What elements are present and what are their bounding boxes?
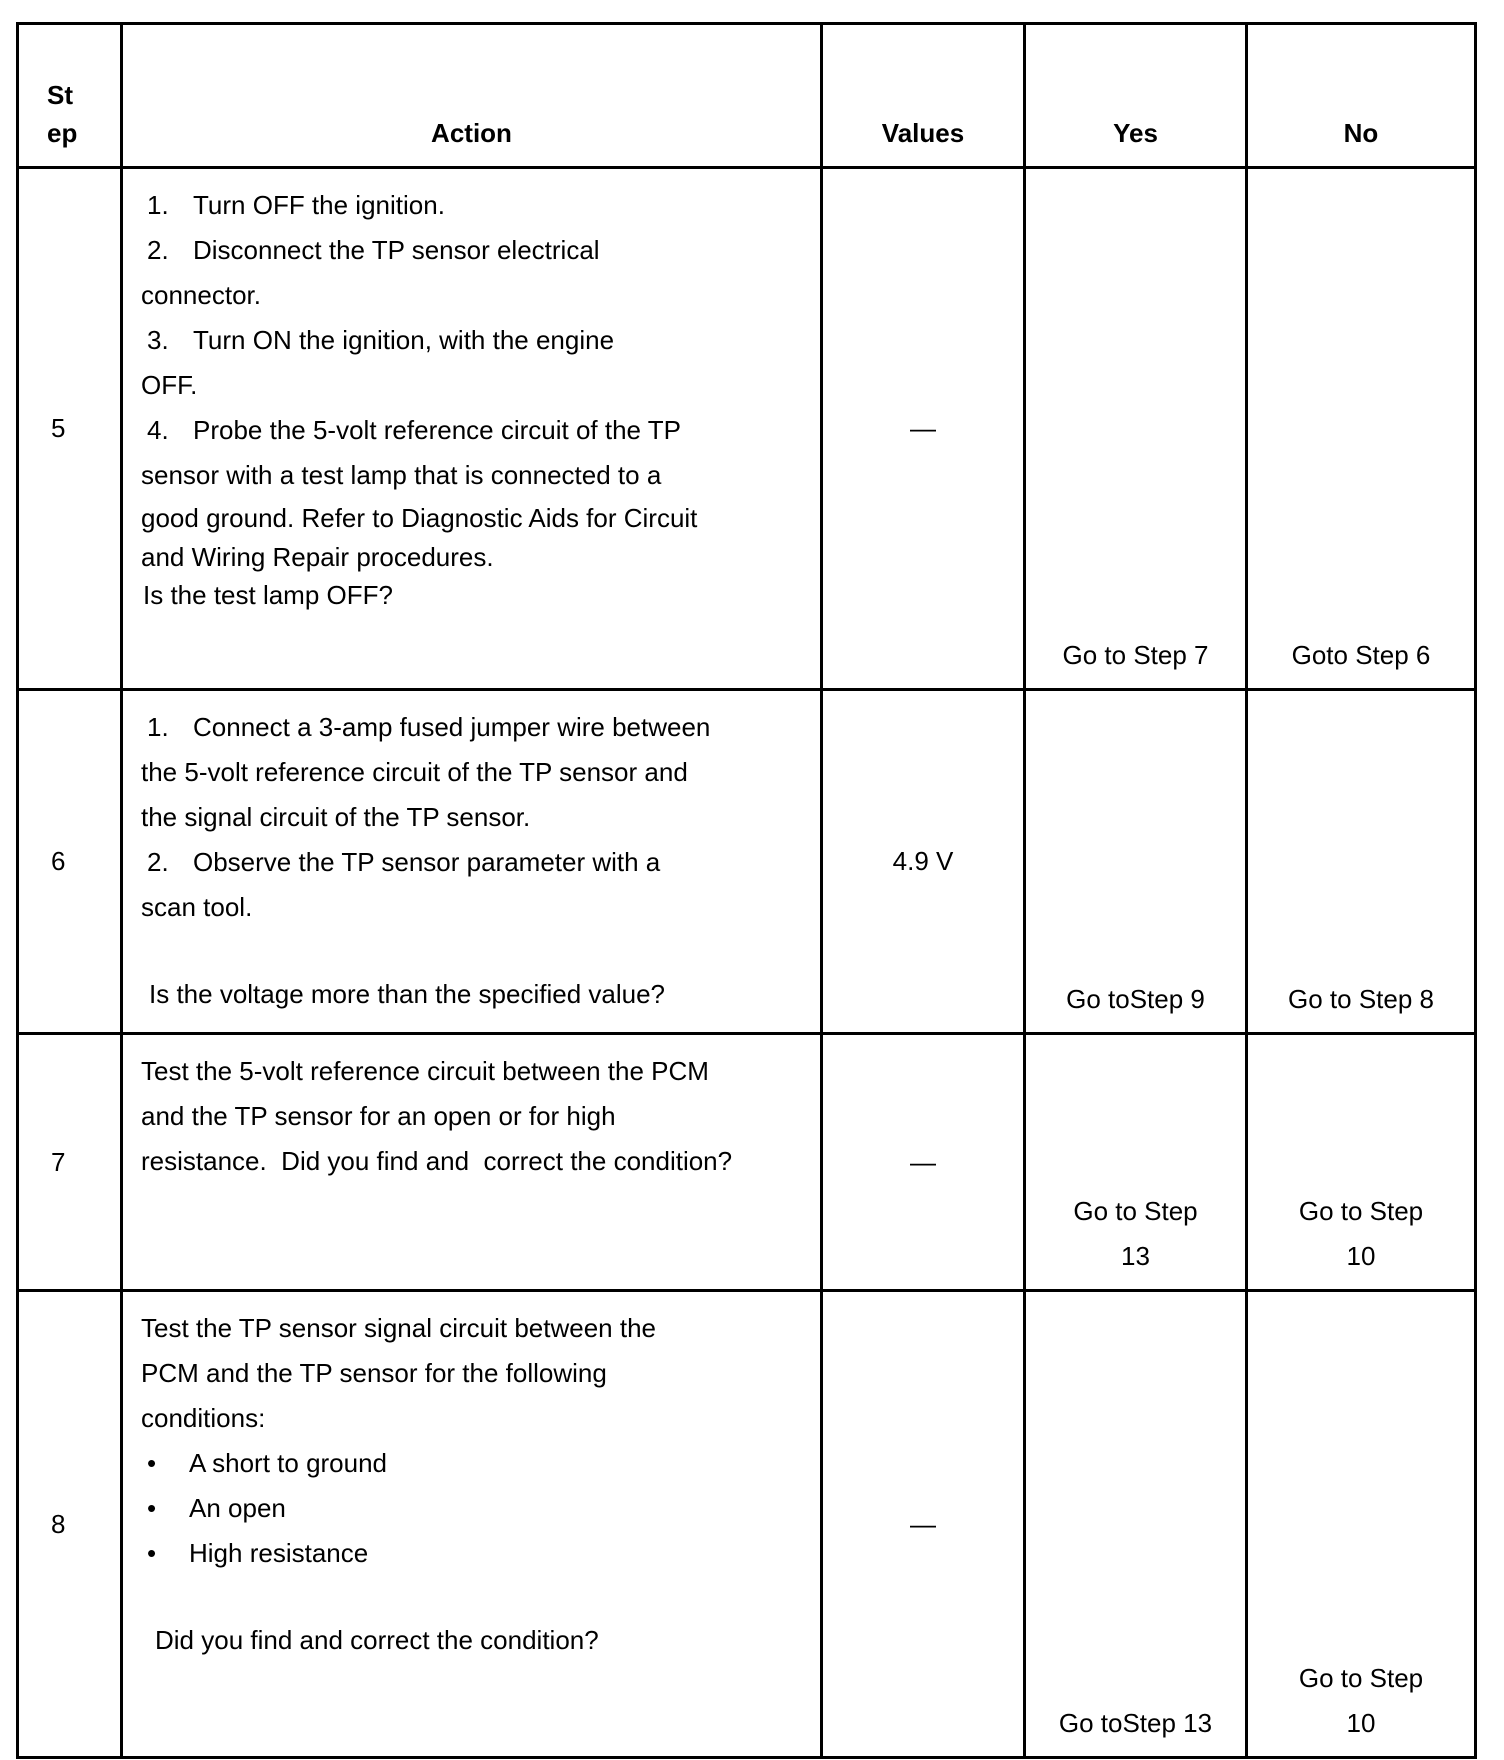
header-row [18, 24, 1476, 168]
yes-cell: Go toStep 9 [1025, 690, 1247, 1034]
no-cell: Goto Step 6 [1247, 168, 1476, 690]
question: Did you find and correct the condition? [155, 1625, 599, 1655]
action-cell: Test the 5-volt reference circuit between the PCM and the TP sensor for an open or for high resistance. Did you find and correct the condition? [122, 1034, 822, 1291]
diagnostic-table [16, 22, 1477, 1759]
table-row [18, 690, 1476, 1034]
question: Is the voltage more than the specified value? [149, 979, 665, 1009]
question: Is the test lamp OFF? [143, 580, 393, 610]
header-step: St ep [18, 24, 122, 168]
yes-cell: Go toStep 13 [1025, 1291, 1247, 1758]
action-cell: Test the TP sensor signal circuit between the PCM and the TP sensor for the following conditions: • A short to ground • An open • High resistance Did you find and correct the condition? [122, 1291, 822, 1758]
no-cell: Go to Step 10 [1247, 1291, 1476, 1758]
header-values: Values [822, 24, 1025, 168]
table-row [18, 1034, 1476, 1291]
value-cell: — [822, 1291, 1025, 1758]
step-number: 5 [18, 168, 122, 690]
table-row [18, 168, 1476, 690]
header-yes: Yes [1025, 24, 1247, 168]
action-cell: 1. Turn OFF the ignition. 2. Disconnect the TP sensor electrical connector. 3. Turn ON the ignition, with the engine OFF. 4. Probe the 5-volt reference circuit of the TP sensor with a test lamp that is connected to a good ground. Refer to Diagnostic Aids for Circuit and Wiring Repair procedures. Is the test lamp OFF? [122, 168, 822, 690]
action-cell: 1. Connect a 3-amp fused jumper wire between the 5-volt reference circuit of the TP sensor and the signal circuit of the TP sensor. 2. Observe the TP sensor parameter with a scan tool. Is the voltage more than the specified value? [122, 690, 822, 1034]
step-number: 8 [18, 1291, 122, 1758]
yes-cell: Go to Step 7 [1025, 168, 1247, 690]
header-no: No [1247, 24, 1476, 168]
value-cell: — [822, 168, 1025, 690]
list-item: • High resistance [147, 1538, 369, 1568]
header-action: Action [122, 24, 822, 168]
list-item: • An open [147, 1493, 286, 1523]
no-cell: Go to Step 10 [1247, 1034, 1476, 1291]
value-cell: 4.9 V [822, 690, 1025, 1034]
table-row [18, 1291, 1476, 1758]
list-item: • A short to ground [147, 1448, 388, 1478]
yes-cell: Go to Step 13 [1025, 1034, 1247, 1291]
no-cell: Go to Step 8 [1247, 690, 1476, 1034]
step-number: 7 [18, 1034, 122, 1291]
step-number: 6 [18, 690, 122, 1034]
value-cell: — [822, 1034, 1025, 1291]
